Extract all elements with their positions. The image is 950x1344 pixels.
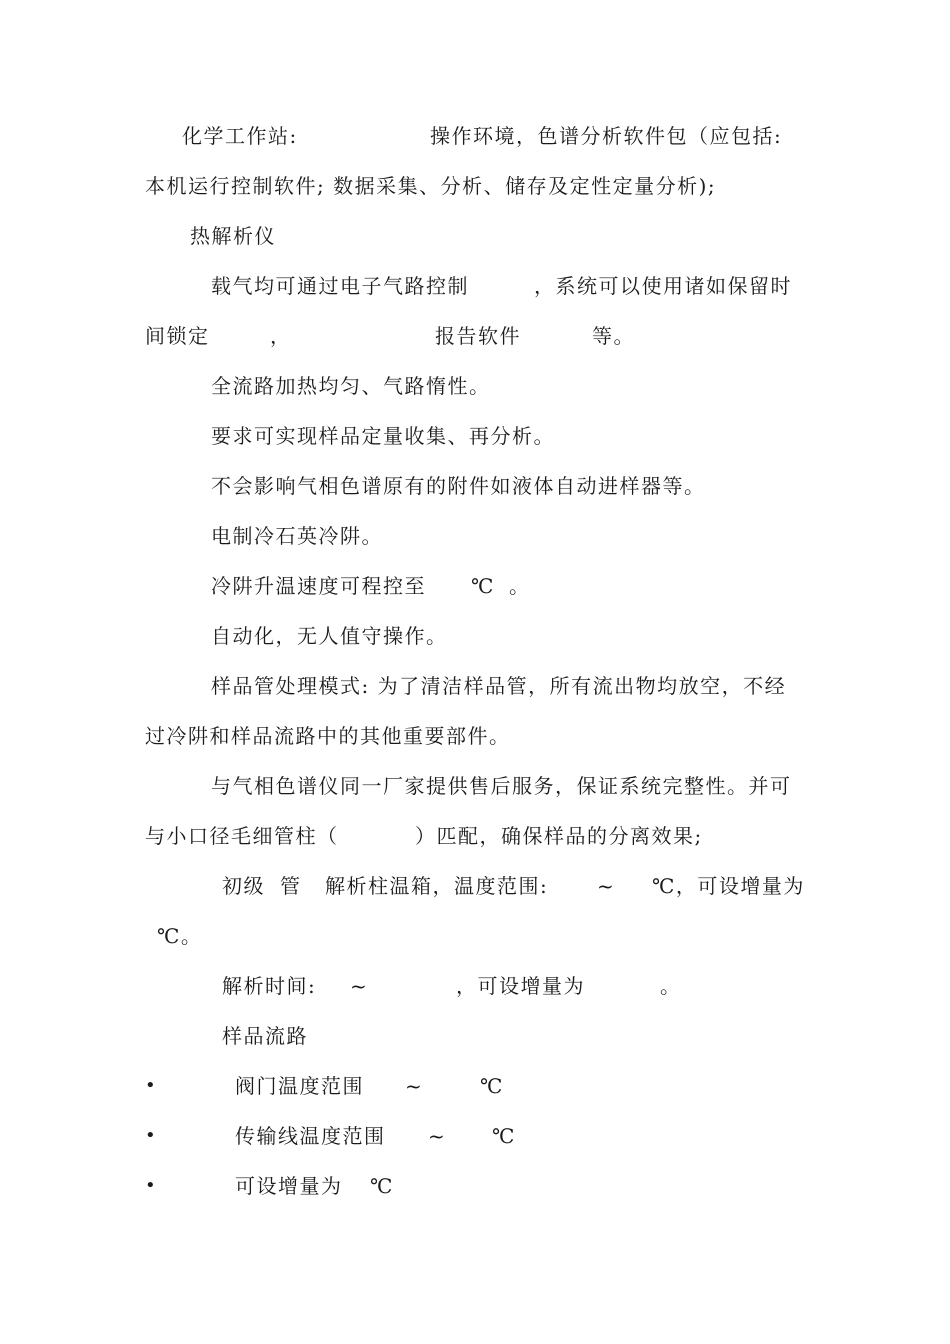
section-heading (190, 222, 276, 250)
text-fragment: ℃ (471, 574, 495, 598)
text-fragment: 与小口径毛细管柱（ (145, 824, 339, 848)
text-fragment: 自动化，无人值守操作。 (211, 624, 448, 648)
text-line (211, 572, 531, 600)
text-line (211, 772, 792, 800)
text-fragment: 电制冷石英冷阱。 (211, 524, 383, 548)
text-fragment: ）匹配，确保样品的分离效果; (415, 824, 703, 848)
text-fragment: ~ (597, 874, 616, 898)
text-fragment: 解析柱温箱，温度范围: (325, 874, 549, 898)
text-line (211, 472, 706, 500)
text-line (145, 822, 703, 850)
text-line (211, 672, 786, 700)
text-fragment: 等。 (592, 324, 635, 348)
text-fragment: ~ (428, 1124, 447, 1148)
bullet-marker: • (145, 1125, 158, 1146)
bullet-marker: • (145, 1175, 158, 1196)
text-fragment: ~ (405, 1074, 424, 1098)
text-fragment: 不会影响气相色谱原有的附件如液体自动进样器等。 (211, 474, 706, 498)
text-fragment: ，可设增量为 (456, 974, 585, 998)
text-fragment: 阀门温度范围 (235, 1074, 364, 1098)
text-fragment: ℃ (370, 1174, 394, 1198)
text-line (222, 872, 805, 900)
text-line (145, 722, 511, 750)
text-fragment: 样品管处理模式: 为了清洁样品管，所有流出物均放空，不经 (211, 674, 787, 698)
text-fragment: 化学工作站: (182, 124, 298, 148)
text-fragment: ℃ (492, 1124, 516, 1148)
text-line (222, 972, 682, 1000)
text-line (145, 172, 716, 200)
text-fragment: ℃ (480, 1074, 504, 1098)
text-fragment: 要求可实现样品定量收集、再分析。 (211, 424, 555, 448)
text-line (182, 122, 783, 150)
text-fragment: ℃。 (157, 924, 203, 948)
text-fragment: 样品流路 (222, 1024, 308, 1048)
text-fragment: 与气相色谱仪同一厂家提供售后服务，保证系统完整性。并可 (211, 774, 792, 798)
text-fragment: 载气均可通过电子气路控制 (211, 274, 469, 298)
text-line (211, 622, 448, 650)
text-line (211, 522, 383, 550)
text-fragment: 热解析仪 (190, 224, 276, 248)
text-fragment: 间锁定 (145, 324, 210, 348)
text-fragment: ，系统可以使用诸如保留时 (534, 274, 792, 298)
text-fragment: 本机运行控制软件; 数据采集、分析、储存及定性定量分析); (145, 174, 717, 198)
text-fragment: 初级 (222, 874, 265, 898)
text-fragment: 冷阱升温速度可程控至 (211, 574, 426, 598)
section-heading (222, 1022, 308, 1050)
text-fragment: ~ (350, 974, 369, 998)
bullet-marker: • (145, 1075, 158, 1096)
text-fragment: 。 (509, 574, 531, 598)
text-fragment: 传输线温度范围 (235, 1124, 386, 1148)
text-fragment: 操作环境，色谱分析软件包（应包括: (430, 124, 783, 148)
text-fragment: ， (270, 324, 292, 348)
text-fragment: 报告软件 (435, 324, 521, 348)
text-fragment: 管 (280, 874, 302, 898)
text-fragment: 可设增量为 (235, 1174, 343, 1198)
text-fragment: 解析时间: (222, 974, 317, 998)
text-line (211, 422, 555, 450)
text-line (211, 272, 792, 300)
text-fragment: ℃，可设增量为 (652, 874, 805, 898)
text-line (211, 372, 491, 400)
text-fragment: 。 (660, 974, 682, 998)
text-line (157, 922, 202, 950)
text-fragment: 全流路加热均匀、气路惰性。 (211, 374, 491, 398)
text-fragment: 过冷阱和样品流路中的其他重要部件。 (145, 724, 511, 748)
text-line (145, 322, 635, 350)
